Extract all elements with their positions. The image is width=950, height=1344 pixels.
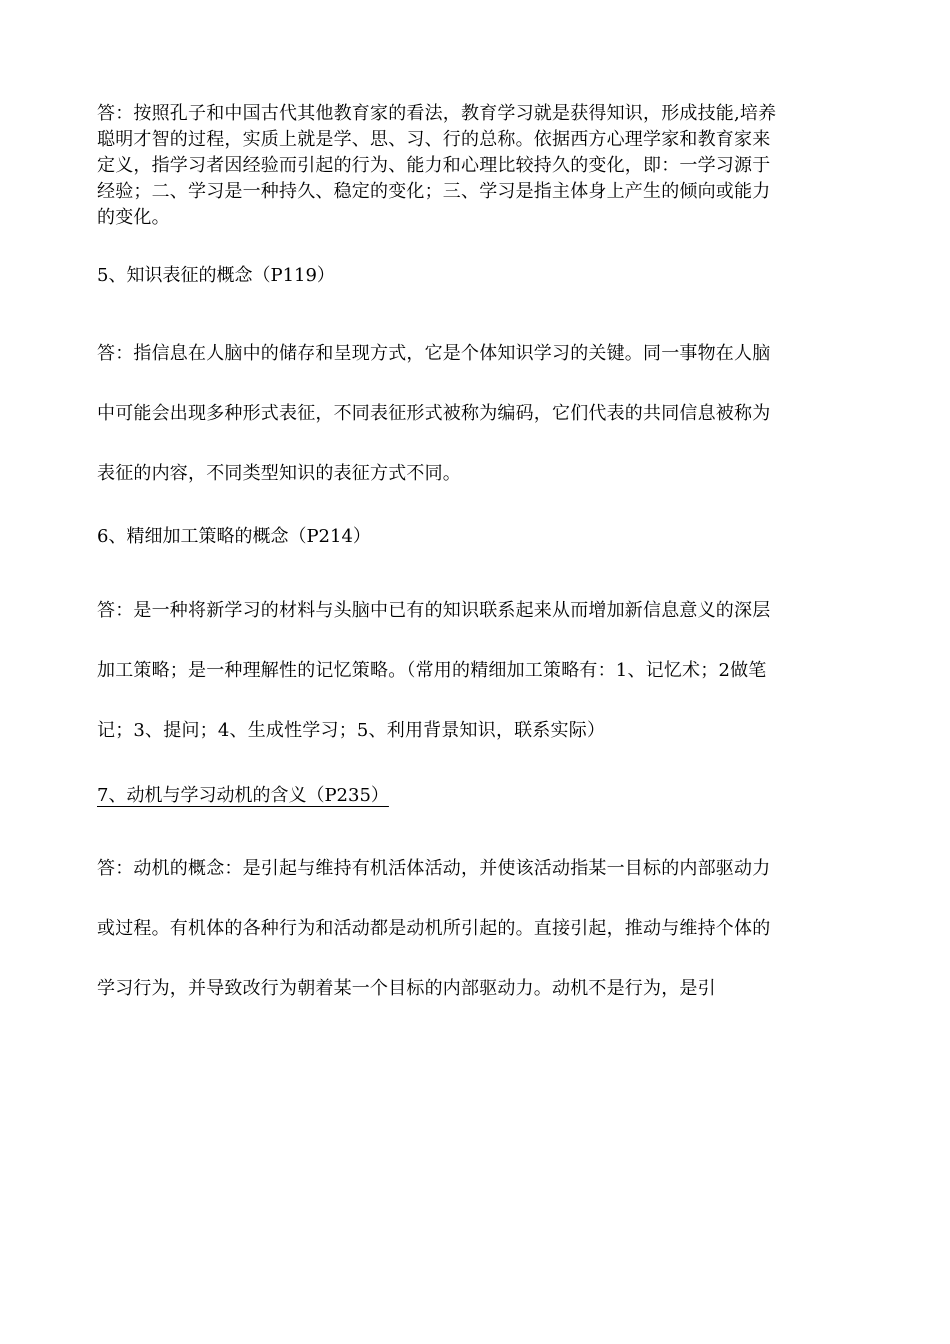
question-7-heading: 7、动机与学习动机的含义（P235） — [97, 785, 389, 806]
paragraph-line: 加工策略；是一种理解性的记忆策略。（常用的精细加工策略有：1、记忆术；2做笔 — [97, 660, 767, 681]
question-7-answer — [97, 856, 857, 1036]
paragraph-line: 定义，指学习者因经验而引起的行为、能力和心理比较持久的变化，即：一学习源于 — [97, 155, 771, 176]
paragraph-line: 答：指信息在人脑中的储存和呈现方式，它是个体知识学习的关键。同一事物在人脑 — [97, 343, 771, 364]
question-5-answer — [97, 341, 857, 521]
paragraph-line: 表征的内容，不同类型知识的表征方式不同。 — [97, 463, 461, 484]
question-6-answer — [97, 598, 857, 778]
paragraph-line: 聪明才智的过程，实质上就是学、思、习、行的总称。依据西方心理学家和教育家来 — [97, 129, 771, 150]
paragraph-line: 或过程。有机体的各种行为和活动都是动机所引起的。直接引起，推动与维持个体的 — [97, 918, 771, 939]
question-5-heading: 5、知识表征的概念（P119） — [97, 265, 335, 286]
paragraph-line: 学习行为，并导致改行为朝着某一个目标的内部驱动力。动机不是行为，是引 — [97, 978, 716, 999]
paragraph-line: 答：动机的概念：是引起与维持有机活体活动，并使该活动指某一目标的内部驱动力 — [97, 858, 771, 879]
paragraph-line: 的变化。 — [97, 207, 170, 228]
question-6-heading: 6、精细加工策略的概念（P214） — [97, 526, 371, 547]
paragraph-line: 答：按照孔子和中国古代其他教育家的看法，教育学习就是获得知识，形成技能,培养 — [97, 103, 777, 124]
answer-learning-definition — [97, 101, 857, 231]
paragraph-line: 中可能会出现多种形式表征，不同表征形式被称为编码，它们代表的共同信息被称为 — [97, 403, 771, 424]
paragraph-line: 经验；二、学习是一种持久、稳定的变化；三、学习是指主体身上产生的倾向或能力 — [97, 181, 771, 202]
paragraph-line: 答：是一种将新学习的材料与头脑中已有的知识联系起来从而增加新信息意义的深层 — [97, 600, 771, 621]
paragraph-line: 记；3、提问；4、生成性学习；5、利用背景知识，联系实际） — [97, 720, 606, 741]
